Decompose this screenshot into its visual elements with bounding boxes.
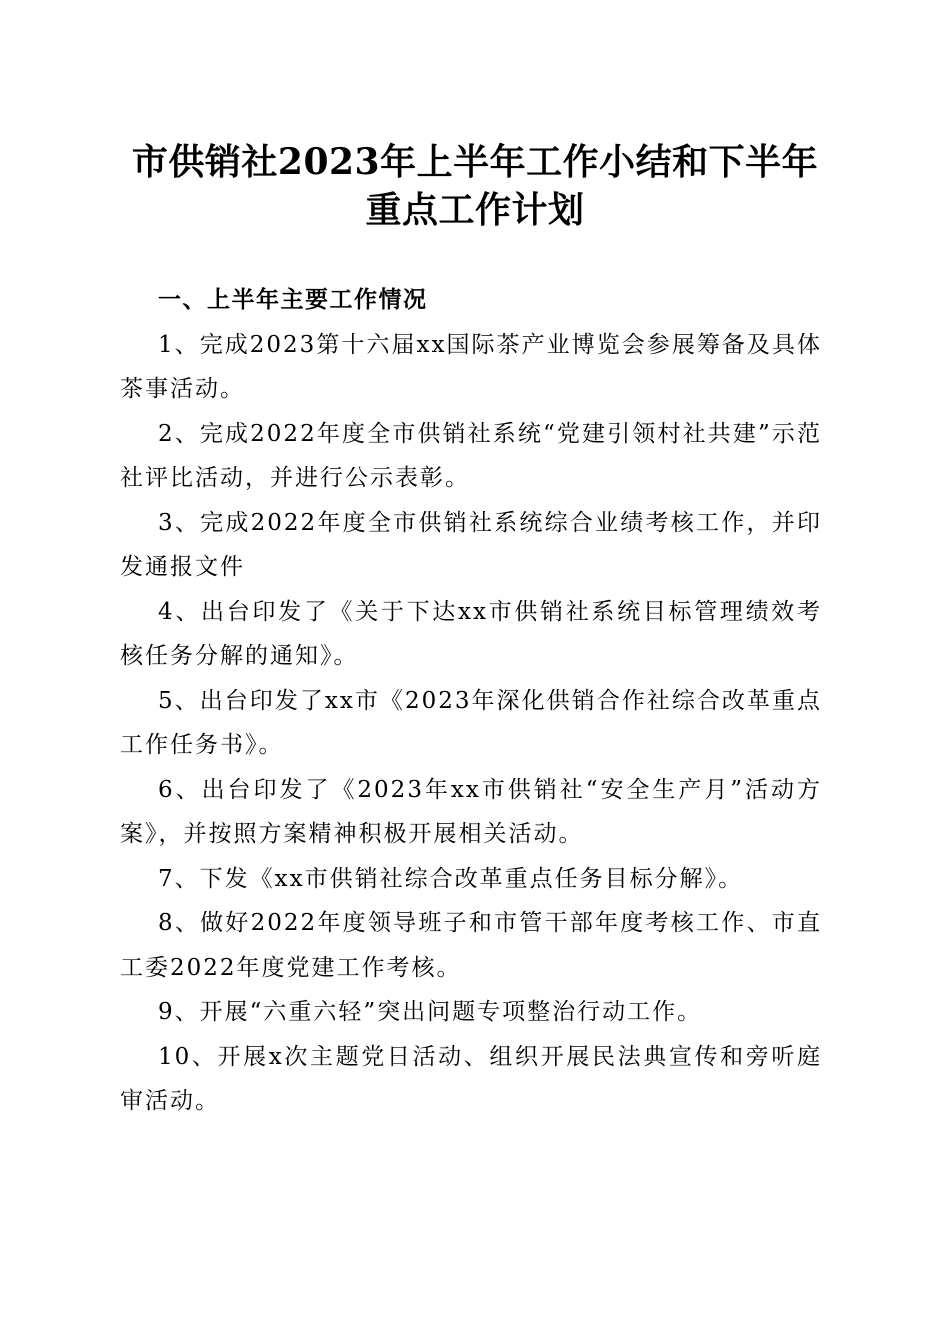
list-item-6: 6、出台印发了《2023年xx市供销社“安全生产月”活动方案》，并按照方案精神积极开展相关活动。 [120, 776, 822, 847]
document-body [120, 278, 822, 1124]
list-item-7: 7、下发《xx市供销社综合改革重点任务目标分解》。 [158, 865, 744, 892]
list-item-4: 4、出台印发了《关于下达xx市供销社系统目标管理绩效考核任务分解的通知》。 [120, 598, 822, 669]
list-item-2: 2、完成2022年度全市供销社系统“党建引领村社共建”示范社评比活动，并进行公示表彰。 [120, 420, 822, 491]
list-item-3: 3、完成2022年度全市供销社系统综合业绩考核工作，并印发通报文件 [120, 509, 822, 580]
list-item-1: 1、完成2023第十六届xx国际茶产业博览会参展筹备及具体茶事活动。 [120, 331, 822, 402]
list-item-9: 9、开展“六重六轻”突出问题专项整治行动工作。 [158, 999, 703, 1025]
document-title: 市供销社2023年上半年工作小结和下半年重点工作计划 [131, 141, 819, 231]
section-heading: 一、上半年主要工作情况 [158, 287, 428, 313]
list-item-8: 8、做好2022年度领导班子和市管干部年度考核工作、市直工委2022年度党建工作考核。 [120, 910, 822, 981]
list-item-5: 5、出台印发了xx市《2023年深化供销合作社综合改革重点工作任务书》。 [120, 687, 822, 758]
list-item-10: 10、开展x次主题党日活动、组织开展民法典宣传和旁听庭审活动。 [120, 1043, 822, 1114]
